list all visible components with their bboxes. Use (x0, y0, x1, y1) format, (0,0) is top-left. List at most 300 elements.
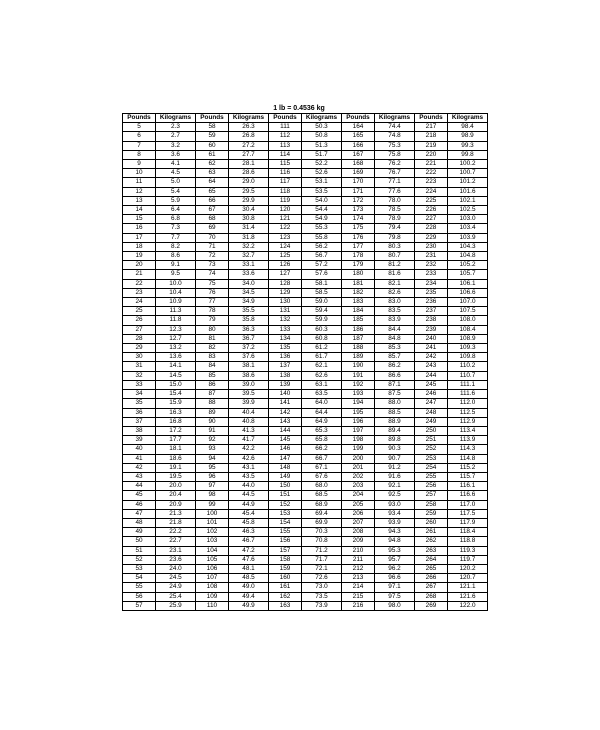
pounds-cell: 131 (269, 307, 302, 316)
kilograms-cell: 27.7 (229, 150, 269, 159)
pounds-cell: 216 (342, 601, 375, 610)
pounds-cell: 188 (342, 344, 375, 353)
kilograms-cell: 8.6 (156, 252, 196, 261)
pounds-cell: 84 (196, 362, 229, 371)
pounds-cell: 140 (269, 390, 302, 399)
pounds-cell: 41 (123, 454, 156, 463)
pounds-cell: 158 (269, 555, 302, 564)
kilograms-cell: 30.4 (229, 206, 269, 215)
table-row (123, 270, 488, 279)
pounds-cell: 185 (342, 316, 375, 325)
pounds-cell: 233 (415, 270, 448, 279)
kilograms-cell: 83.9 (375, 316, 415, 325)
pounds-cell: 160 (269, 574, 302, 583)
pounds-cell: 52 (123, 555, 156, 564)
pounds-cell: 184 (342, 307, 375, 316)
pounds-cell: 28 (123, 334, 156, 343)
table-row (123, 206, 488, 215)
table-row (123, 362, 488, 371)
pounds-cell: 65 (196, 187, 229, 196)
table-row (123, 601, 488, 610)
pounds-cell: 99 (196, 500, 229, 509)
pounds-cell: 19 (123, 252, 156, 261)
kilograms-cell: 12.3 (156, 325, 196, 334)
kilograms-cell: 14.1 (156, 362, 196, 371)
pounds-cell: 129 (269, 288, 302, 297)
kilograms-cell: 58.5 (302, 288, 342, 297)
kilograms-cell: 60.8 (302, 334, 342, 343)
kilograms-header: Kilograms (302, 114, 342, 123)
kilograms-cell: 79.8 (375, 233, 415, 242)
pounds-cell: 5 (123, 123, 156, 132)
kilograms-cell: 19.5 (156, 472, 196, 481)
kilograms-cell: 22.7 (156, 537, 196, 546)
pounds-cell: 14 (123, 206, 156, 215)
pounds-cell: 42 (123, 463, 156, 472)
pounds-cell: 196 (342, 417, 375, 426)
kilograms-cell: 49.9 (229, 601, 269, 610)
pounds-cell: 43 (123, 472, 156, 481)
kilograms-cell: 28.6 (229, 169, 269, 178)
table-row (123, 252, 488, 261)
kilograms-cell: 37.2 (229, 344, 269, 353)
kilograms-cell: 44.9 (229, 500, 269, 509)
kilograms-cell: 90.7 (375, 454, 415, 463)
kilograms-cell: 62.1 (302, 362, 342, 371)
pounds-cell: 23 (123, 288, 156, 297)
pounds-cell: 130 (269, 298, 302, 307)
kilograms-cell: 117.5 (448, 509, 488, 518)
kilograms-header: Kilograms (448, 114, 488, 123)
table-row (123, 196, 488, 205)
pounds-cell: 34 (123, 390, 156, 399)
kilograms-cell: 44.0 (229, 482, 269, 491)
kilograms-cell: 74.8 (375, 132, 415, 141)
pounds-cell: 238 (415, 316, 448, 325)
table-row (123, 436, 488, 445)
pounds-cell: 202 (342, 472, 375, 481)
kilograms-cell: 37.6 (229, 353, 269, 362)
pounds-cell: 71 (196, 242, 229, 251)
pounds-cell: 126 (269, 261, 302, 270)
kilograms-cell: 75.8 (375, 150, 415, 159)
pounds-cell: 87 (196, 390, 229, 399)
pounds-cell: 208 (342, 528, 375, 537)
table-row (123, 417, 488, 426)
kilograms-cell: 87.5 (375, 390, 415, 399)
pounds-cell: 157 (269, 546, 302, 555)
table-row (123, 399, 488, 408)
table-row (123, 132, 488, 141)
kilograms-cell: 54.0 (302, 196, 342, 205)
pounds-cell: 86 (196, 380, 229, 389)
table-row (123, 141, 488, 150)
pounds-cell: 94 (196, 454, 229, 463)
pounds-cell: 82 (196, 344, 229, 353)
pounds-cell: 195 (342, 408, 375, 417)
pounds-cell: 61 (196, 150, 229, 159)
pounds-cell: 117 (269, 178, 302, 187)
kilograms-cell: 64.9 (302, 417, 342, 426)
pounds-cell: 148 (269, 463, 302, 472)
pounds-cell: 77 (196, 298, 229, 307)
pounds-cell: 155 (269, 528, 302, 537)
kilograms-cell: 96.2 (375, 564, 415, 573)
kilograms-cell: 19.1 (156, 463, 196, 472)
pounds-cell: 35 (123, 399, 156, 408)
pounds-cell: 118 (269, 187, 302, 196)
kilograms-cell: 5.4 (156, 187, 196, 196)
pounds-cell: 76 (196, 288, 229, 297)
pounds-cell: 92 (196, 436, 229, 445)
pounds-cell: 218 (415, 132, 448, 141)
pounds-cell: 152 (269, 500, 302, 509)
pounds-cell: 58 (196, 123, 229, 132)
pounds-cell: 239 (415, 325, 448, 334)
pounds-cell: 109 (196, 592, 229, 601)
kilograms-cell: 111.6 (448, 390, 488, 399)
pounds-cell: 149 (269, 472, 302, 481)
kilograms-cell: 56.7 (302, 252, 342, 261)
kilograms-cell: 115.2 (448, 463, 488, 472)
pounds-cell: 255 (415, 472, 448, 481)
kilograms-cell: 81.6 (375, 270, 415, 279)
pounds-cell: 138 (269, 371, 302, 380)
kilograms-cell: 102.5 (448, 206, 488, 215)
pounds-cell: 113 (269, 141, 302, 150)
pounds-cell: 230 (415, 242, 448, 251)
pounds-cell: 98 (196, 491, 229, 500)
pounds-cell: 268 (415, 592, 448, 601)
pounds-cell: 13 (123, 196, 156, 205)
pounds-cell: 50 (123, 537, 156, 546)
kilograms-cell: 121.6 (448, 592, 488, 601)
pounds-cell: 183 (342, 298, 375, 307)
pounds-cell: 127 (269, 270, 302, 279)
kilograms-header: Kilograms (375, 114, 415, 123)
kilograms-cell: 11.8 (156, 316, 196, 325)
kilograms-cell: 20.9 (156, 500, 196, 509)
kilograms-cell: 47.6 (229, 555, 269, 564)
pounds-cell: 100 (196, 509, 229, 518)
kilograms-cell: 76.2 (375, 160, 415, 169)
pounds-cell: 198 (342, 436, 375, 445)
pounds-cell: 10 (123, 169, 156, 178)
kilograms-cell: 47.2 (229, 546, 269, 555)
pounds-cell: 190 (342, 362, 375, 371)
pounds-cell: 57 (123, 601, 156, 610)
pounds-cell: 187 (342, 334, 375, 343)
kilograms-cell: 98.0 (375, 601, 415, 610)
kilograms-cell: 13.6 (156, 353, 196, 362)
pounds-cell: 244 (415, 371, 448, 380)
pounds-cell: 91 (196, 426, 229, 435)
pounds-cell: 83 (196, 353, 229, 362)
pounds-cell: 231 (415, 252, 448, 261)
pounds-cell: 59 (196, 132, 229, 141)
kilograms-cell: 64.4 (302, 408, 342, 417)
kilograms-cell: 59.4 (302, 307, 342, 316)
pounds-cell: 32 (123, 371, 156, 380)
kilograms-cell: 79.4 (375, 224, 415, 233)
kilograms-cell: 6.4 (156, 206, 196, 215)
pounds-cell: 223 (415, 178, 448, 187)
pounds-cell: 240 (415, 334, 448, 343)
kilograms-cell: 86.2 (375, 362, 415, 371)
kilograms-cell: 56.2 (302, 242, 342, 251)
pounds-cell: 186 (342, 325, 375, 334)
pounds-cell: 6 (123, 132, 156, 141)
pounds-cell: 213 (342, 574, 375, 583)
kilograms-cell: 32.7 (229, 252, 269, 261)
pounds-cell: 33 (123, 380, 156, 389)
kilograms-cell: 70.3 (302, 528, 342, 537)
pounds-cell: 80 (196, 325, 229, 334)
kilograms-cell: 4.5 (156, 169, 196, 178)
pounds-cell: 235 (415, 288, 448, 297)
pounds-cell: 70 (196, 233, 229, 242)
kilograms-cell: 82.1 (375, 279, 415, 288)
kilograms-cell: 44.5 (229, 491, 269, 500)
pounds-cell: 151 (269, 491, 302, 500)
pounds-cell: 122 (269, 224, 302, 233)
pounds-cell: 39 (123, 436, 156, 445)
table-row (123, 408, 488, 417)
pounds-cell: 56 (123, 592, 156, 601)
kilograms-cell: 49.0 (229, 583, 269, 592)
kilograms-cell: 63.5 (302, 390, 342, 399)
kilograms-cell: 65.8 (302, 436, 342, 445)
kilograms-cell: 36.3 (229, 325, 269, 334)
pounds-cell: 132 (269, 316, 302, 325)
table-row (123, 390, 488, 399)
kilograms-cell: 95.7 (375, 555, 415, 564)
conversion-title: 1 lb = 0.4536 kg (273, 105, 325, 112)
kilograms-cell: 16.8 (156, 417, 196, 426)
table-row (123, 482, 488, 491)
kilograms-cell: 40.8 (229, 417, 269, 426)
pounds-cell: 119 (269, 196, 302, 205)
kilograms-cell: 32.2 (229, 242, 269, 251)
kilograms-cell: 119.7 (448, 555, 488, 564)
kilograms-cell: 45.4 (229, 509, 269, 518)
table-row (123, 546, 488, 555)
pounds-cell: 17 (123, 233, 156, 242)
pounds-cell: 250 (415, 426, 448, 435)
pounds-cell: 168 (342, 160, 375, 169)
kilograms-cell: 71.7 (302, 555, 342, 564)
pounds-cell: 163 (269, 601, 302, 610)
kilograms-cell: 115.7 (448, 472, 488, 481)
kilograms-cell: 30.8 (229, 215, 269, 224)
pounds-cell: 96 (196, 472, 229, 481)
kilograms-cell: 118.8 (448, 537, 488, 546)
kilograms-cell: 76.7 (375, 169, 415, 178)
kilograms-cell: 74.4 (375, 123, 415, 132)
kilograms-cell: 105.2 (448, 261, 488, 270)
pounds-cell: 224 (415, 187, 448, 196)
kilograms-cell: 94.8 (375, 537, 415, 546)
kilograms-cell: 69.9 (302, 518, 342, 527)
kilograms-cell: 7.7 (156, 233, 196, 242)
pounds-cell: 174 (342, 215, 375, 224)
kilograms-cell: 41.3 (229, 426, 269, 435)
kilograms-cell: 23.6 (156, 555, 196, 564)
table-row (123, 261, 488, 270)
kilograms-cell: 90.3 (375, 445, 415, 454)
kilograms-cell: 99.3 (448, 141, 488, 150)
pounds-cell: 25 (123, 307, 156, 316)
pounds-cell: 44 (123, 482, 156, 491)
kilograms-cell: 102.1 (448, 196, 488, 205)
pounds-cell: 110 (196, 601, 229, 610)
pounds-cell: 222 (415, 169, 448, 178)
kilograms-cell: 101.6 (448, 187, 488, 196)
pounds-cell: 192 (342, 380, 375, 389)
table-row (123, 307, 488, 316)
pounds-header: Pounds (269, 114, 302, 123)
kilograms-cell: 21.8 (156, 518, 196, 527)
pounds-cell: 115 (269, 160, 302, 169)
pounds-cell: 136 (269, 353, 302, 362)
kilograms-cell: 112.5 (448, 408, 488, 417)
pounds-cell: 150 (269, 482, 302, 491)
table-row (123, 169, 488, 178)
kilograms-cell: 83.5 (375, 307, 415, 316)
kilograms-header: Kilograms (156, 114, 196, 123)
kilograms-cell: 107.0 (448, 298, 488, 307)
kilograms-cell: 24.9 (156, 583, 196, 592)
pounds-cell: 68 (196, 215, 229, 224)
table-row (123, 592, 488, 601)
pounds-cell: 247 (415, 399, 448, 408)
pounds-cell: 81 (196, 334, 229, 343)
table-row (123, 537, 488, 546)
kilograms-cell: 95.3 (375, 546, 415, 555)
pounds-cell: 178 (342, 252, 375, 261)
kilograms-cell: 17.7 (156, 436, 196, 445)
pounds-cell: 21 (123, 270, 156, 279)
pounds-cell: 54 (123, 574, 156, 583)
pounds-cell: 209 (342, 537, 375, 546)
table-row (123, 123, 488, 132)
kilograms-cell: 26.3 (229, 123, 269, 132)
kilograms-cell: 24.5 (156, 574, 196, 583)
kilograms-cell: 25.4 (156, 592, 196, 601)
kilograms-cell: 98.9 (448, 132, 488, 141)
kilograms-cell: 80.3 (375, 242, 415, 251)
pounds-cell: 176 (342, 233, 375, 242)
pounds-cell: 146 (269, 445, 302, 454)
pounds-cell: 90 (196, 417, 229, 426)
pounds-cell: 256 (415, 482, 448, 491)
kilograms-cell: 116.1 (448, 482, 488, 491)
kilograms-header: Kilograms (229, 114, 269, 123)
kilograms-cell: 51.3 (302, 141, 342, 150)
table-row (123, 472, 488, 481)
pounds-cell: 105 (196, 555, 229, 564)
kilograms-cell: 78.0 (375, 196, 415, 205)
pounds-cell: 112 (269, 132, 302, 141)
kilograms-cell: 113.4 (448, 426, 488, 435)
kilograms-cell: 91.2 (375, 463, 415, 472)
pounds-cell: 114 (269, 150, 302, 159)
pounds-cell: 16 (123, 224, 156, 233)
kilograms-cell: 4.1 (156, 160, 196, 169)
kilograms-cell: 20.4 (156, 491, 196, 500)
pounds-cell: 166 (342, 141, 375, 150)
kilograms-cell: 61.2 (302, 344, 342, 353)
pounds-cell: 66 (196, 196, 229, 205)
pounds-header: Pounds (196, 114, 229, 123)
kilograms-cell: 92.1 (375, 482, 415, 491)
table-row (123, 288, 488, 297)
table-row (123, 491, 488, 500)
kilograms-cell: 31.8 (229, 233, 269, 242)
conversion-table (122, 113, 488, 611)
pounds-cell: 164 (342, 123, 375, 132)
table-row (123, 224, 488, 233)
table-row (123, 215, 488, 224)
pounds-cell: 269 (415, 601, 448, 610)
pounds-cell: 145 (269, 436, 302, 445)
table-row (123, 187, 488, 196)
pounds-cell: 74 (196, 270, 229, 279)
kilograms-cell: 82.6 (375, 288, 415, 297)
pounds-cell: 260 (415, 518, 448, 527)
pounds-cell: 27 (123, 325, 156, 334)
pounds-header: Pounds (123, 114, 156, 123)
kilograms-cell: 42.2 (229, 445, 269, 454)
kilograms-cell: 108.0 (448, 316, 488, 325)
kilograms-cell: 114.8 (448, 454, 488, 463)
table-row (123, 564, 488, 573)
pounds-header: Pounds (415, 114, 448, 123)
pounds-cell: 89 (196, 408, 229, 417)
pounds-cell: 75 (196, 279, 229, 288)
pounds-cell: 212 (342, 564, 375, 573)
kilograms-cell: 110.2 (448, 362, 488, 371)
pounds-cell: 62 (196, 160, 229, 169)
pounds-cell: 241 (415, 344, 448, 353)
pounds-cell: 169 (342, 169, 375, 178)
pounds-cell: 88 (196, 399, 229, 408)
kilograms-cell: 93.0 (375, 500, 415, 509)
kilograms-cell: 98.4 (448, 123, 488, 132)
pounds-cell: 93 (196, 445, 229, 454)
pounds-cell: 172 (342, 196, 375, 205)
pounds-cell: 48 (123, 518, 156, 527)
kilograms-cell: 67.1 (302, 463, 342, 472)
kilograms-cell: 88.0 (375, 399, 415, 408)
pounds-cell: 246 (415, 390, 448, 399)
pounds-cell: 194 (342, 399, 375, 408)
pounds-cell: 137 (269, 362, 302, 371)
pounds-cell: 253 (415, 454, 448, 463)
pounds-cell: 267 (415, 583, 448, 592)
pounds-cell: 108 (196, 583, 229, 592)
pounds-cell: 181 (342, 279, 375, 288)
pounds-cell: 254 (415, 463, 448, 472)
kilograms-cell: 6.8 (156, 215, 196, 224)
kilograms-cell: 50.8 (302, 132, 342, 141)
kilograms-cell: 93.9 (375, 518, 415, 527)
kilograms-cell: 97.1 (375, 583, 415, 592)
pounds-cell: 125 (269, 252, 302, 261)
pounds-cell: 205 (342, 500, 375, 509)
table-row (123, 353, 488, 362)
kilograms-cell: 119.3 (448, 546, 488, 555)
